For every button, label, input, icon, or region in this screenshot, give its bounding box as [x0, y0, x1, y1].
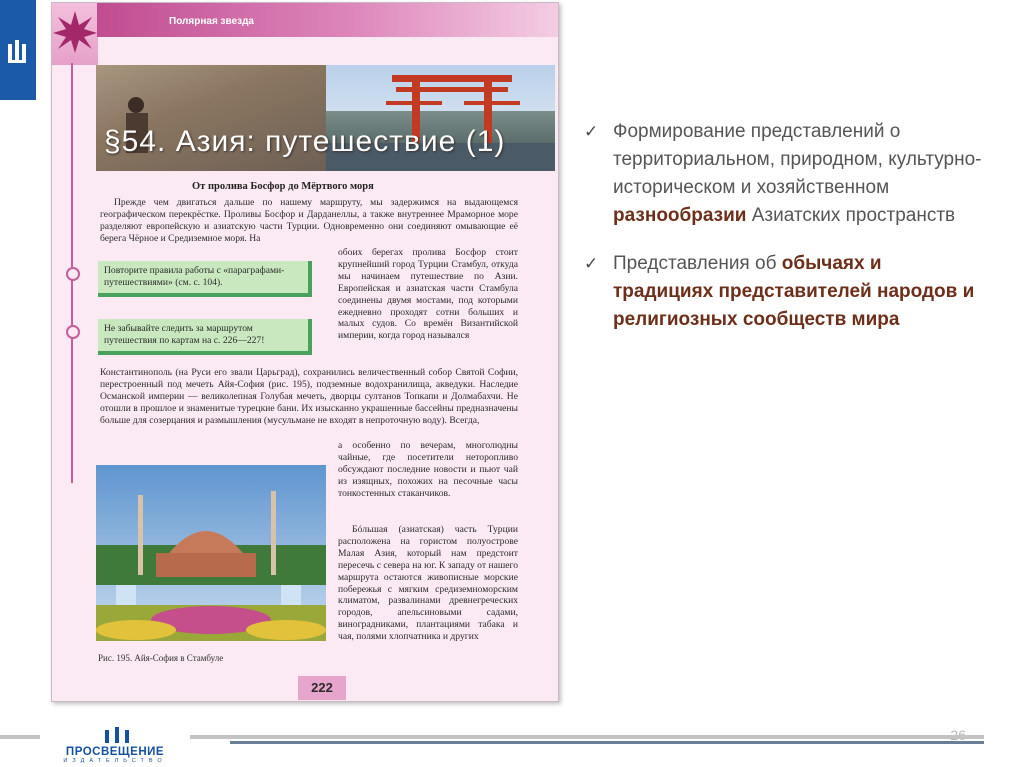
paragraph-intro: Прежде чем двигаться дальше по нашему маршруту, мы задержимся на выдающемся географическом перекрёстке. Проливы Босфор и Дарданеллы, а также внутреннее Мраморное море разделяют европейскую и азиатскую части Турции. Одновременно они соединяют омывающие её берега Чёрное и Средиземное моря. На	[100, 197, 518, 244]
publisher-emblem-icon	[102, 726, 132, 746]
page-number: 222	[298, 676, 346, 700]
series-band	[97, 3, 558, 37]
paragraph-right-column-3: Бóльшая (азиатская) часть Турции расположена на гористом полуострове Малая Азия, который нам предстоит пересечь с севера на юг. К западу от нашего маршрута остаются живописные морские побережья с мягким средиземноморским климатом, развалинами древнегреческих городов, апельсиновыми садами, виноградниками, плантациями табака и чая, полями хлопчатника и других	[338, 524, 518, 643]
chapter-title: §54. Азия: путешествие (1)	[104, 125, 506, 158]
figure-caption: Рис. 195. Айя-София в Стамбуле	[98, 653, 224, 663]
rail-marker	[66, 267, 80, 281]
bullet-1-text: Формирование представлений о территориальном, природном, культурно-историческом и хозяйственном	[613, 121, 982, 198]
callout-maps: Не забывайте следить за маршрутом путешествия по картам на с. 226—227!	[98, 319, 312, 355]
bullet-item-2	[584, 250, 984, 334]
publisher-logo-icon	[6, 38, 30, 66]
paragraph-right-column: обоих берегах пролива Босфор стоит крупнейший город Турции Стамбул, откуда мы начинаем путешествие по Азии. Европейская и азиатская части Стамбула соединены двумя мостами, под которыми ежедневно проходят сотни больших и малых судов. Со времён Византийской империи, когда город назывался	[338, 247, 518, 342]
bullet-2-text: Представления об	[613, 253, 782, 274]
paragraph-right-column-2: а особенно по вечерам, многолюдны чайные, где посетители неторопливо обсуждают последние новости и пьют чай из изящных, похожих на песочные часы тонкостенных стаканчиков.	[338, 440, 518, 499]
section-subtitle: От пролива Босфор до Мёртвого моря	[192, 181, 374, 192]
publisher-logo	[40, 726, 190, 762]
bullet-1-highlight: разнообразии	[613, 205, 747, 226]
textbook-page	[51, 2, 559, 702]
bullet-2-highlight: обычаях и традициях представителей народов и религиозных сообществ мира	[613, 253, 975, 330]
publisher-name: ПРОСВЕЩЕНИЕ	[65, 746, 165, 758]
chapter-banner	[96, 65, 555, 171]
bullet-1-tail: Азиатских пространств	[746, 205, 956, 226]
checkmark-icon: ✓	[584, 254, 599, 273]
callout-rules: Повторите правила работы с «параграфами-путешествиями» (см. с. 104).	[98, 261, 312, 297]
star-icon	[52, 9, 98, 55]
rail-marker	[66, 325, 80, 339]
checkmark-icon: ✓	[584, 122, 599, 141]
series-emblem	[52, 3, 98, 65]
footer-stripe	[230, 741, 984, 744]
bullet-item-1	[584, 118, 984, 230]
series-label: Полярная звезда	[169, 16, 254, 27]
publisher-subtitle: ИЗДАТЕЛЬСТВО	[63, 758, 167, 764]
hagia-sophia-photo	[96, 465, 326, 641]
learning-outcomes	[584, 118, 984, 334]
brand-strip	[0, 0, 36, 100]
paragraph-full-width: Константинополь (на Руси его звали Царьград), сохранились величественный собор Святой Софии, перестроенный под мечеть Айя-София (рис. 195), подземные водохранилища, акведуки. Наследие Османской империи — великолепная Голубая мечеть, дворцы султанов Топкапи и Долмабахчи. Не отошли в прошлое и знаменитые турецкие бани. Их изысканно украшенные бассейны предназначены больше для созерцания и размышления (мусульмане не входят в непроточную воду). Всегда,	[100, 367, 518, 426]
